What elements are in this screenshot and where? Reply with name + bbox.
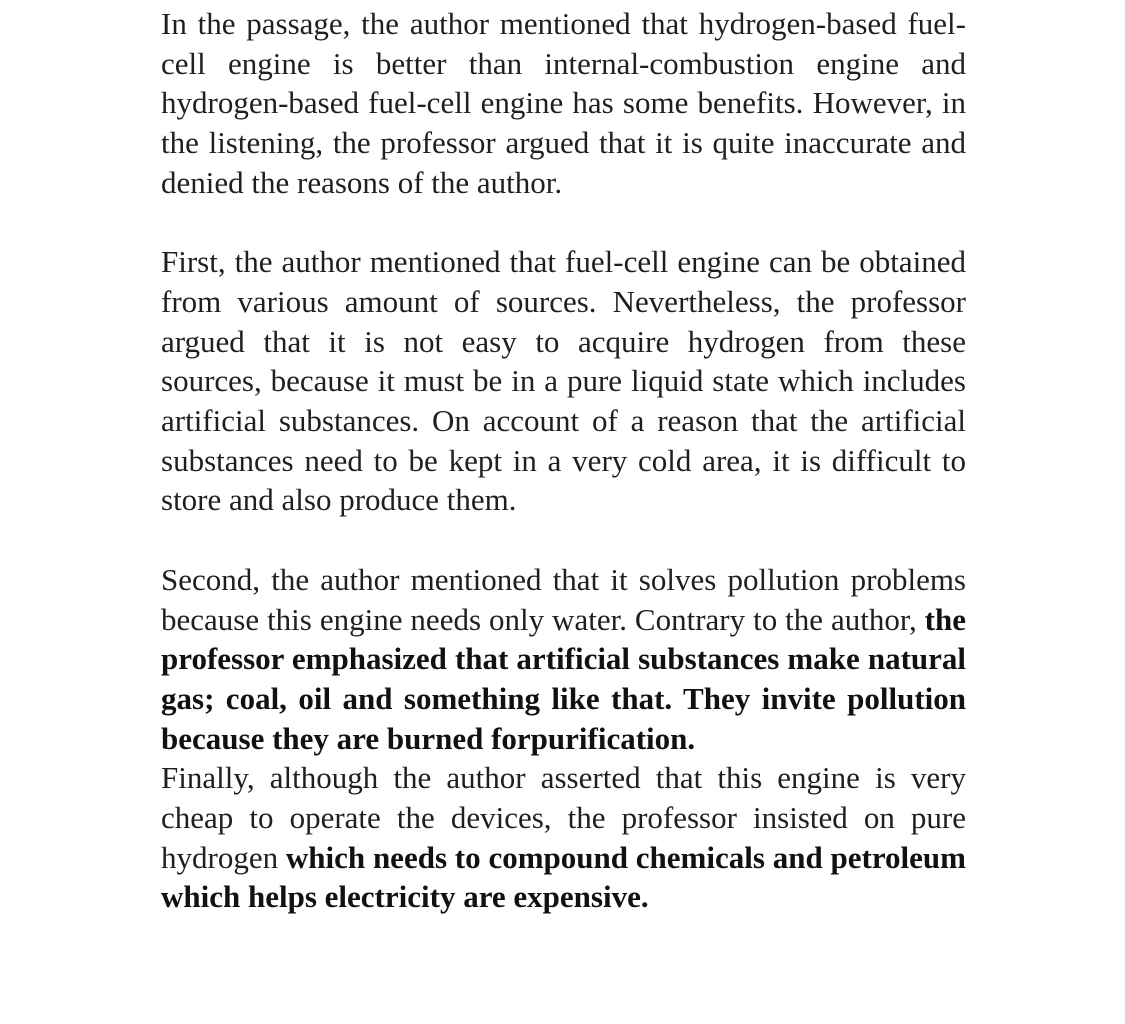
- essay-text: [161, 4, 966, 917]
- final-point-plain-text: Finally, although the author asserted that this engine is very cheap to operate the devices, the professor insisted on pure hydrogen: [161, 760, 966, 875]
- second-point-bold-text: the professor emphasized that artificial substances make natural gas; coal, oil and something like that. They invite pollution because they are burned forpurification.: [161, 601, 966, 756]
- paragraph-spacer: [161, 520, 966, 560]
- paragraph-intro: In the passage, the author mentioned that hydrogen-based fuel-cell engine is better than internal-combustion engine and hydrogen-based fuel-cell engine has some benefits. However, in the listening, the professor argued that it is quite inaccurate and denied the reasons of the author.: [161, 6, 966, 200]
- paragraph-first-point: First, the author mentioned that fuel-cell engine can be obtained from various amount of sources. Nevertheless, the professor argued that it is not easy to acquire hydrogen from these sources, because it must be in a pure liquid state which includes artificial substances. On account of a reason that the artificial substances need to be kept in a very cold area, it is difficult to store and also produce them.: [161, 244, 966, 518]
- final-point-bold-text: which needs to compound chemicals and petroleum which helps electricity are expensive.: [161, 839, 966, 915]
- paragraph-second-point: [161, 560, 966, 759]
- paragraph-final-point: [161, 758, 966, 917]
- second-point-plain-text: Second, the author mentioned that it solves pollution problems because this engine needs only water. Contrary to the author,: [161, 561, 966, 637]
- paragraph-spacer: [161, 203, 966, 243]
